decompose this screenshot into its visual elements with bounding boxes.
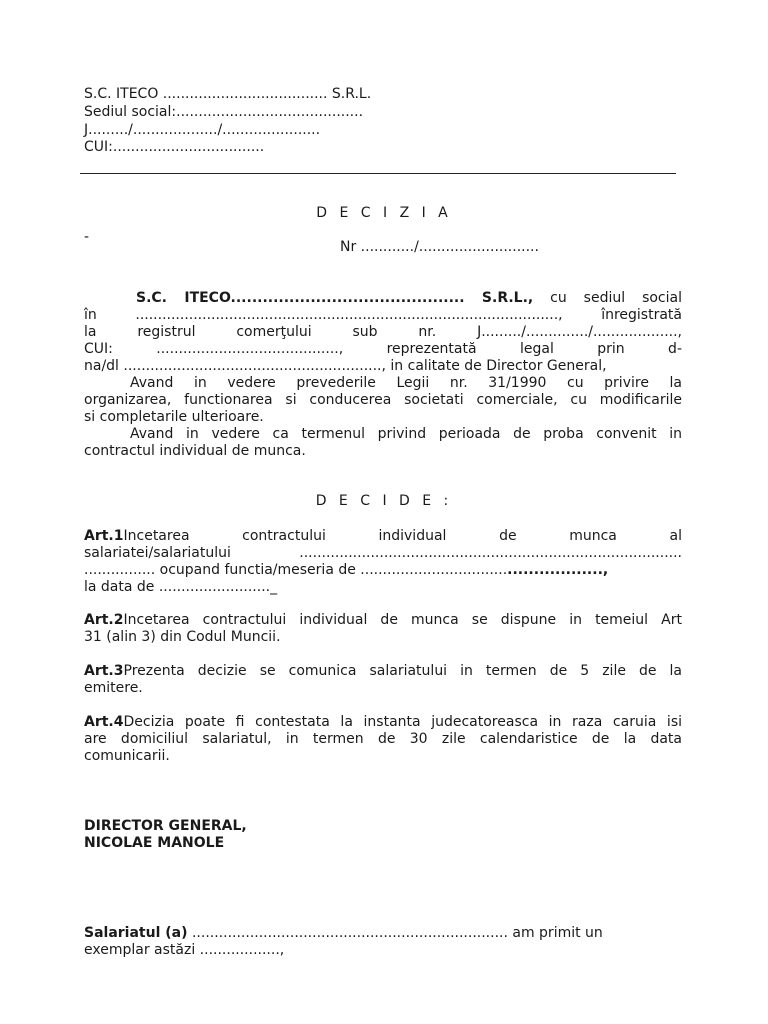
legal-basis-line-3: si completarile ulterioare.	[84, 409, 264, 425]
probation-line-1: Avand in vedere ca termenul privind perioada de proba convenit in	[130, 426, 682, 442]
header-divider	[80, 173, 676, 174]
employee-line-1-rest: ....................................................................... am primit un	[187, 925, 603, 941]
intro-line-1-rest: cu sediul social	[533, 290, 682, 306]
article-1-label: Art.1	[84, 528, 124, 544]
article-1-line-3: ................ ocupand functia/meseria de .................................	[84, 562, 508, 578]
dash-mark: -	[84, 229, 90, 245]
article-1-line-4-mark: _	[270, 579, 278, 595]
article-1-line-2: salariatei/salariatului ......................................................................................	[84, 545, 682, 561]
article-2-line-2: 31 (alin 3) din Codul Muncii.	[84, 629, 281, 645]
signatory-role: DIRECTOR GENERAL,	[84, 818, 247, 834]
article-1	[84, 528, 682, 596]
article-3	[84, 663, 682, 697]
intro-line-2: în ..............................................................................................., înregistrată	[84, 307, 682, 323]
employee-label: Salariatul (a)	[84, 925, 188, 941]
article-2	[84, 612, 682, 646]
article-3-line-1: Prezenta decizie se comunica salariatului in termen de 5 zile de la	[123, 663, 682, 679]
article-3-label: Art.3	[84, 663, 124, 679]
office-line: Sediul social:..........................................	[84, 104, 364, 120]
article-2-label: Art.2	[84, 612, 124, 628]
article-1-line-1: Incetarea contractului individual de munca al	[123, 528, 682, 544]
article-4-label: Art.4	[84, 714, 124, 730]
article-4	[84, 714, 682, 765]
article-4-line-3: comunicarii.	[84, 748, 170, 764]
intro-line-3: la registrul comerţului sub nr. J........./............../...................,	[84, 324, 682, 340]
signatory-name: NICOLAE MANOLE	[84, 835, 225, 851]
article-4-line-1: Decizia poate fi contestata la instanta judecatoreasca in raza caruia isi	[123, 714, 682, 730]
employee-line-2: exemplar astăzi ..................,	[84, 942, 285, 958]
registration-line: J........./.................../......................	[84, 122, 321, 138]
intro-paragraph	[84, 290, 682, 460]
article-1-line-3-bold: ..................,	[507, 562, 609, 578]
legal-basis-line-2: organizarea, functionarea si conducerea societati comerciale, cu modificarile	[84, 392, 682, 408]
intro-line-4: CUI: ........................................., reprezentată legal prin d-	[84, 341, 682, 357]
company-line: S.C. ITECO ..................................... S.R.L.	[84, 86, 372, 102]
decision-number: Nr ............/...........................	[340, 239, 539, 255]
article-2-line-1: Incetarea contractului individual de munca se dispune in temeiul Art	[123, 612, 682, 628]
article-1-line-4: la data de .........................	[84, 579, 271, 595]
legal-basis-line-1: Avand in vedere prevederile Legii nr. 31/1990 cu privire la	[130, 375, 682, 391]
company-name: S.C. ITECO............................................ S.R.L.,	[136, 290, 534, 306]
article-4-line-2: are domiciliul salariatul, in termen de 30 zile calendaristice de la data	[84, 731, 682, 747]
probation-line-2: contractul individual de munca.	[84, 443, 306, 459]
cui-line: CUI:..................................	[84, 139, 265, 155]
employee-receipt	[84, 925, 682, 959]
decide-heading: D E C I D E :	[315, 493, 453, 509]
article-3-line-2: emitere.	[84, 680, 143, 696]
intro-line-5: na/dl .........................................................., in calitate de Director General,	[84, 358, 607, 374]
document-title: D E C I Z I A	[316, 205, 452, 221]
